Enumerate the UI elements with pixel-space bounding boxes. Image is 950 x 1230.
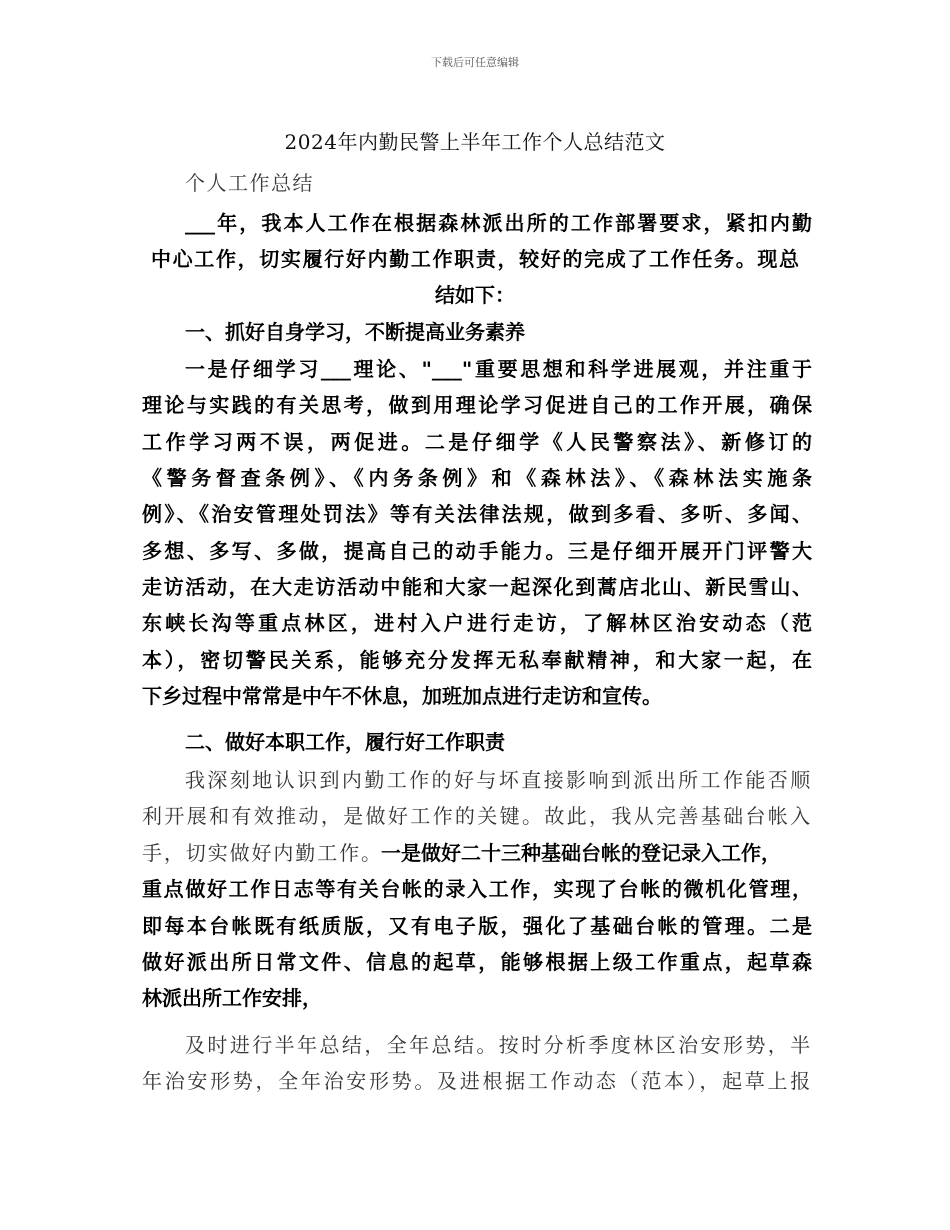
paragraph-line: 即每本台帐既有纸质版，又有电子版，强化了基础台帐的管理。二是	[142, 914, 812, 938]
paragraph-line: 《警务督查条例》、《内务条例》和《森林法》、《森林法实施条	[142, 466, 812, 490]
paragraph-line: 下乡过程中常常是中午不休息，加班加点进行走访和宣传。	[142, 684, 662, 708]
paragraph-line: 例》、《治安管理处罚法》等有关法律法规，做到多看、多听、多闻、	[142, 502, 812, 526]
paragraph-line: 利开展和有效推动，是做好工作的关键。故此，我从完善基础台帐入	[142, 804, 812, 828]
paragraph-line: 工作学习两不误，两促进。二是仔细学《人民警察法》、新修订的	[142, 430, 812, 454]
paragraph-line: 中心工作，切实履行好内勤工作职责，较好的完成了工作任务。现总	[151, 247, 799, 271]
paragraph-line: 理论与实践的有关思考，做到用理论学习促进自己的工作开展，确保	[142, 393, 812, 417]
paragraph-line: 本），密切警民关系，能够充分发挥无私奉献精神，和大家一起，在	[142, 648, 812, 672]
paragraph-line: 我深刻地认识到内勤工作的好与坏直接影响到派出所工作能否顺	[185, 768, 812, 792]
paragraph-line: 做好派出所日常文件、信息的起草，能够根据上级工作重点，起草森	[142, 950, 812, 974]
paragraph-line: 重点做好工作日志等有关台帐的录入工作，实现了台帐的微机化管理，	[142, 877, 812, 901]
paragraph-line: 走访活动，在大走访活动中能和大家一起深化到蒿店北山、新民雪山、	[142, 575, 812, 599]
paragraph-line: 手，切实做好内勤工作。	[142, 841, 383, 865]
paragraph-line: 及时进行半年总结，全年总结。按时分析季度林区治安形势，半	[185, 1033, 812, 1057]
paragraph-line: 结如下：	[435, 283, 515, 307]
header-note: 下载后可任意编辑	[431, 56, 519, 69]
paragraph-line: 林派出所工作安排，	[142, 986, 322, 1010]
document-title: 2024年内勤民警上半年工作个人总结范文	[284, 130, 666, 154]
paragraph-line: 年治安形势，全年治安形势。及进根据工作动态（范本），起草上报	[142, 1069, 812, 1093]
paragraph-line: 多想、多写、多做，提高自己的动手能力。三是仔细开展开门评警大	[142, 539, 812, 563]
section-label: 个人工作总结	[185, 171, 314, 195]
paragraph-line: 东峡长沟等重点林区，进村入户进行走访，了解林区治安动态（范	[142, 611, 812, 635]
section-heading: 一、抓好自身学习，不断提高业务素养	[185, 320, 525, 344]
paragraph-line: 一是仔细学习___理论、"___"重要思想和科学进展观，并注重于	[185, 357, 812, 381]
paragraph-line: ___年，我本人工作在根据森林派出所的工作部署要求，紧扣内勤	[185, 211, 812, 235]
section-heading: 二、做好本职工作，履行好工作职责	[185, 730, 505, 754]
paragraph-line: 一是做好二十三种基础台帐的登记录入工作，	[381, 841, 781, 865]
